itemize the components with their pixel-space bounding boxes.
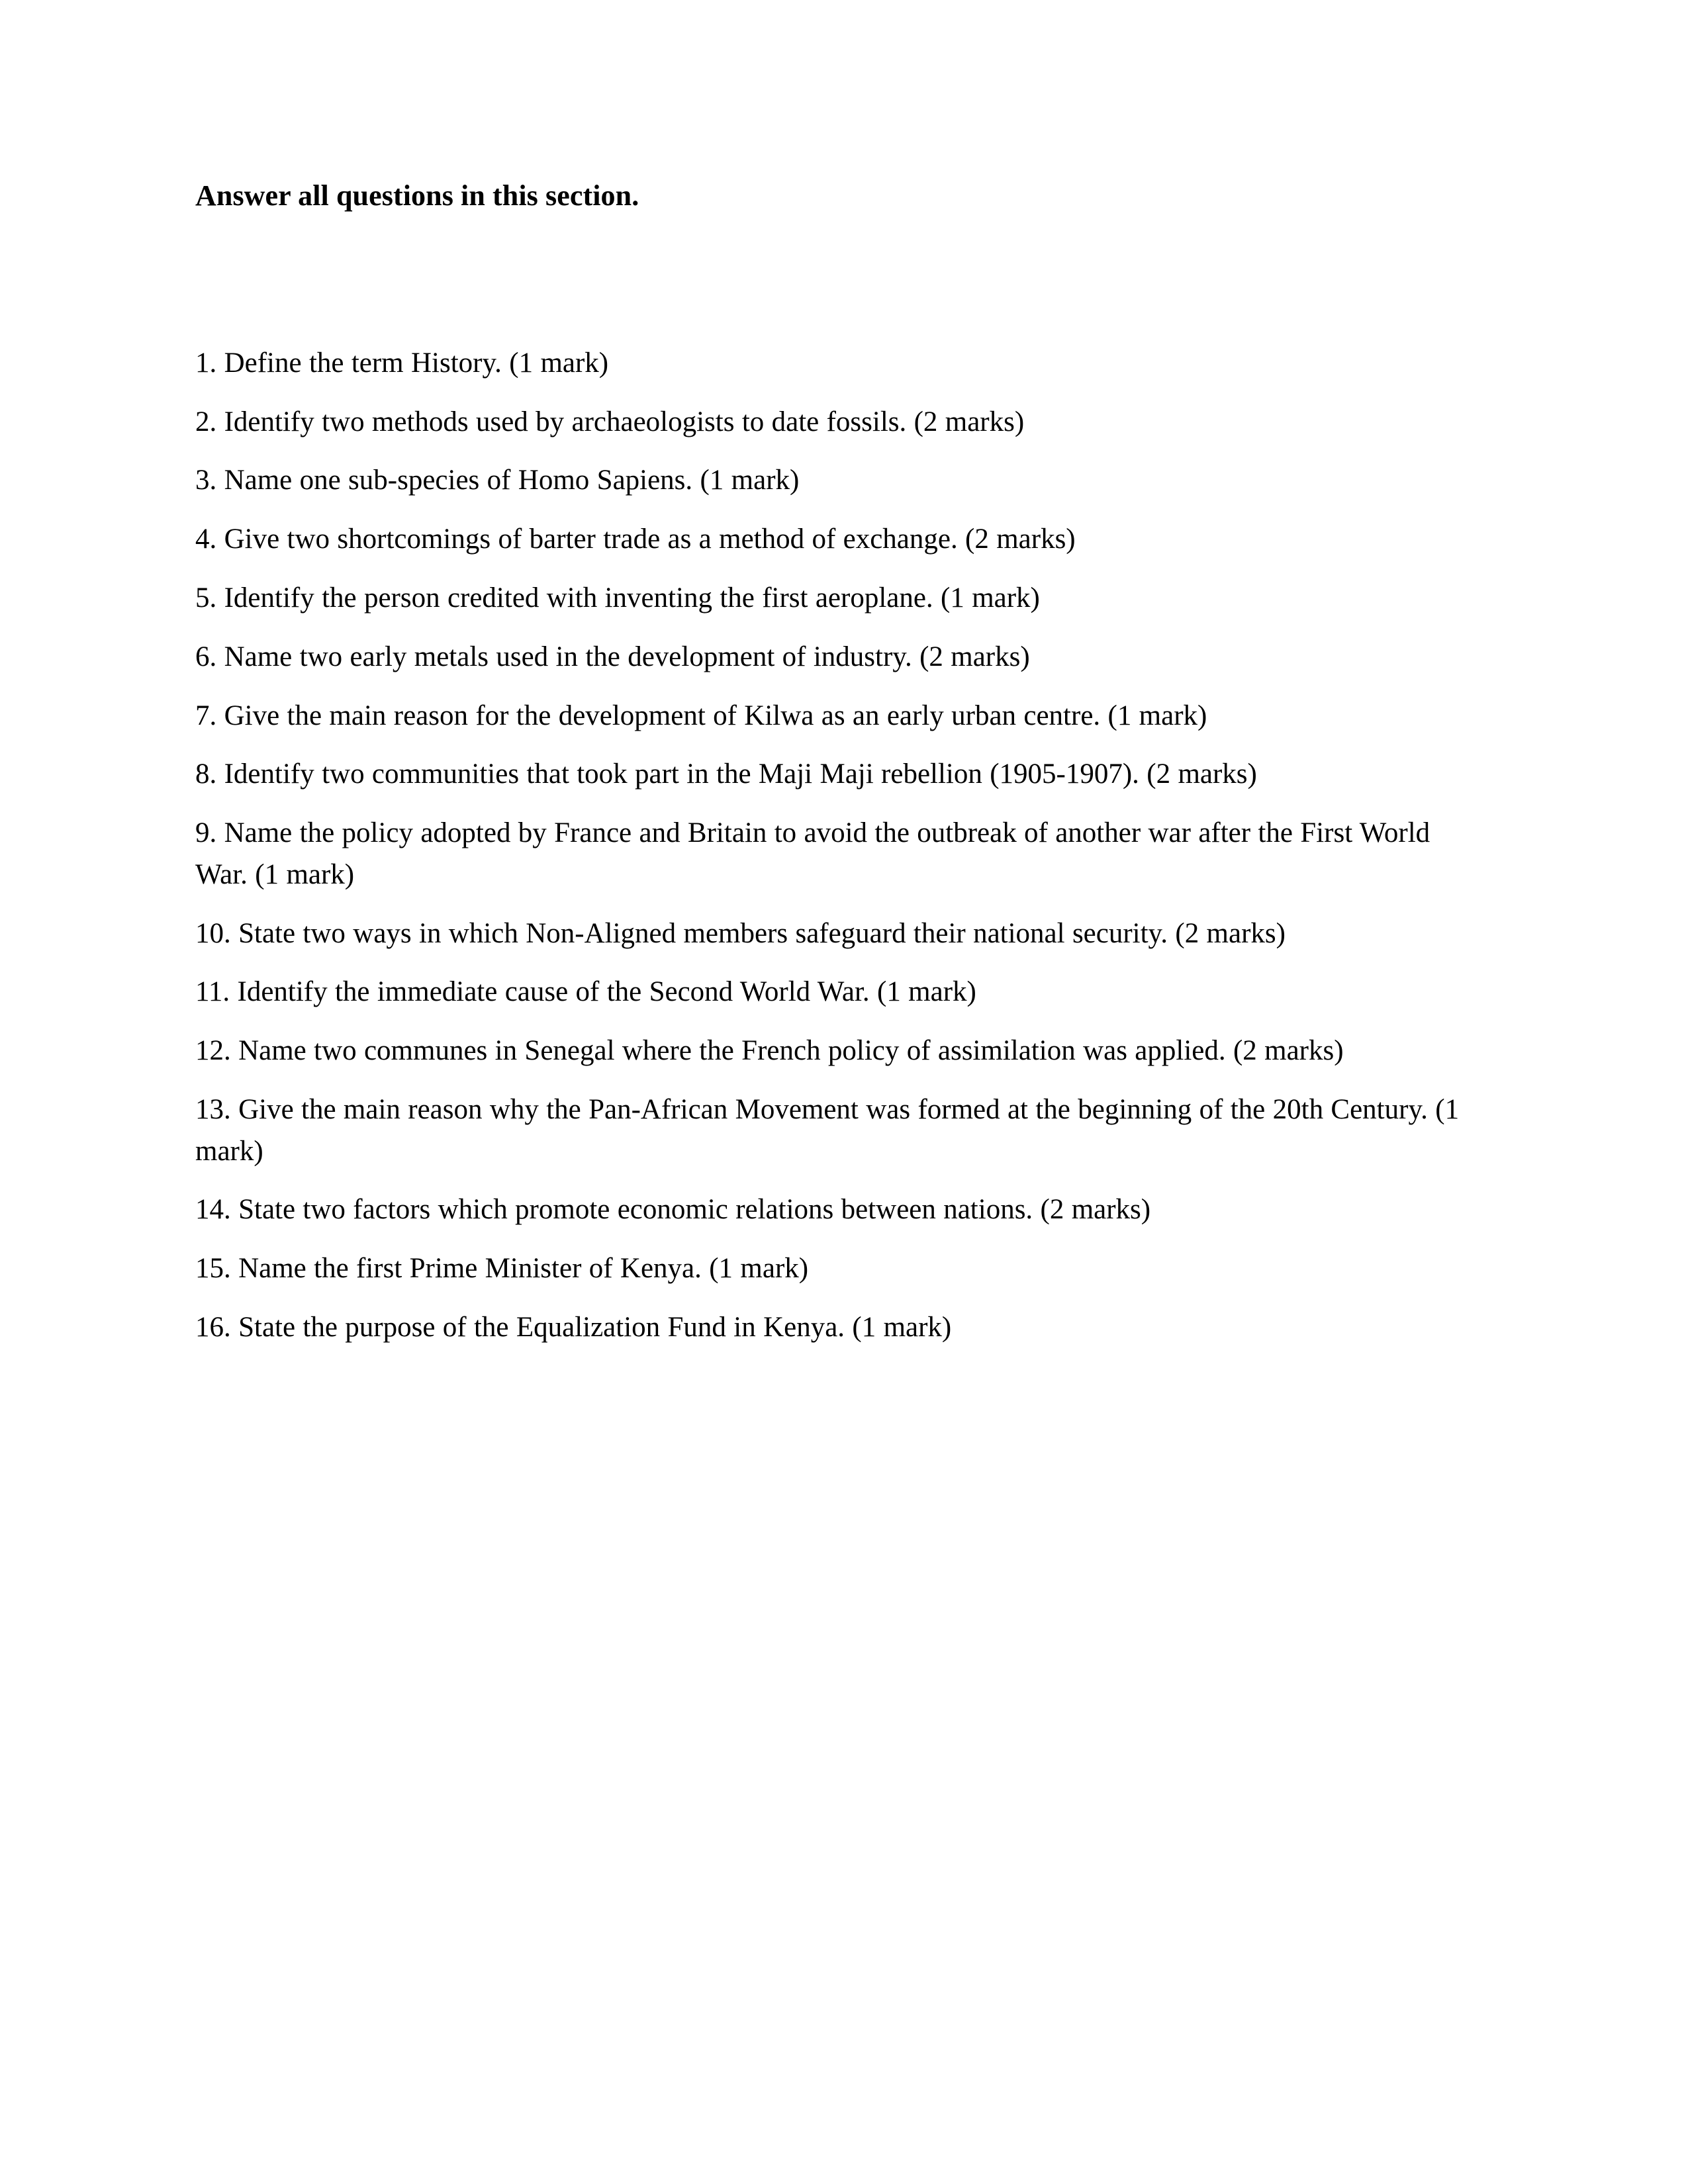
question-item: 4. Give two shortcomings of barter trade as a method of exchange. (2 marks) (195, 523, 1076, 555)
question-item: 2. Identify two methods used by archaeologists to date fossils. (2 marks) (195, 406, 1025, 437)
question-item: 16. State the purpose of the Equalization Fund in Kenya. (1 mark) (195, 1311, 952, 1343)
question-item: 12. Name two communes in Senegal where the French policy of assimilation was applied. (2 marks) (195, 1035, 1344, 1067)
question-item: 3. Name one sub-species of Homo Sapiens. (1 mark) (195, 465, 800, 496)
question-item: 8. Identify two communities that took part in the Maji Maji rebellion (1905-1907). (2 marks) (195, 758, 1257, 790)
question-item: 14. State two factors which promote economic relations between nations. (2 marks) (195, 1194, 1151, 1226)
question-item: 13. Give the main reason why the Pan-African Movement was formed at the beginning of the 20th Century. (1 mark) (195, 1093, 1460, 1167)
section-heading: Answer all questions in this section. (195, 179, 639, 212)
question-item: 11. Identify the immediate cause of the Second World War. (1 mark) (195, 976, 976, 1008)
question-list (195, 343, 1476, 1349)
question-item: 7. Give the main reason for the development of Kilwa as an early urban centre. (1 mark) (195, 700, 1207, 731)
question-item: 5. Identify the person credited with inventing the first aeroplane. (1 mark) (195, 582, 1040, 614)
question-item: 9. Name the policy adopted by France and Britain to avoid the outbreak of another war after the First World War. (1 mark) (195, 817, 1430, 890)
question-item: 15. Name the first Prime Minister of Kenya. (1 mark) (195, 1253, 809, 1285)
heading-spacer (195, 213, 1476, 343)
document-body (195, 179, 1476, 1349)
question-item: 6. Name two early metals used in the development of industry. (2 marks) (195, 641, 1030, 672)
question-item: 1. Define the term History. (1 mark) (195, 347, 609, 379)
question-item: 10. State two ways in which Non-Aligned members safeguard their national security. (2 marks) (195, 917, 1286, 949)
